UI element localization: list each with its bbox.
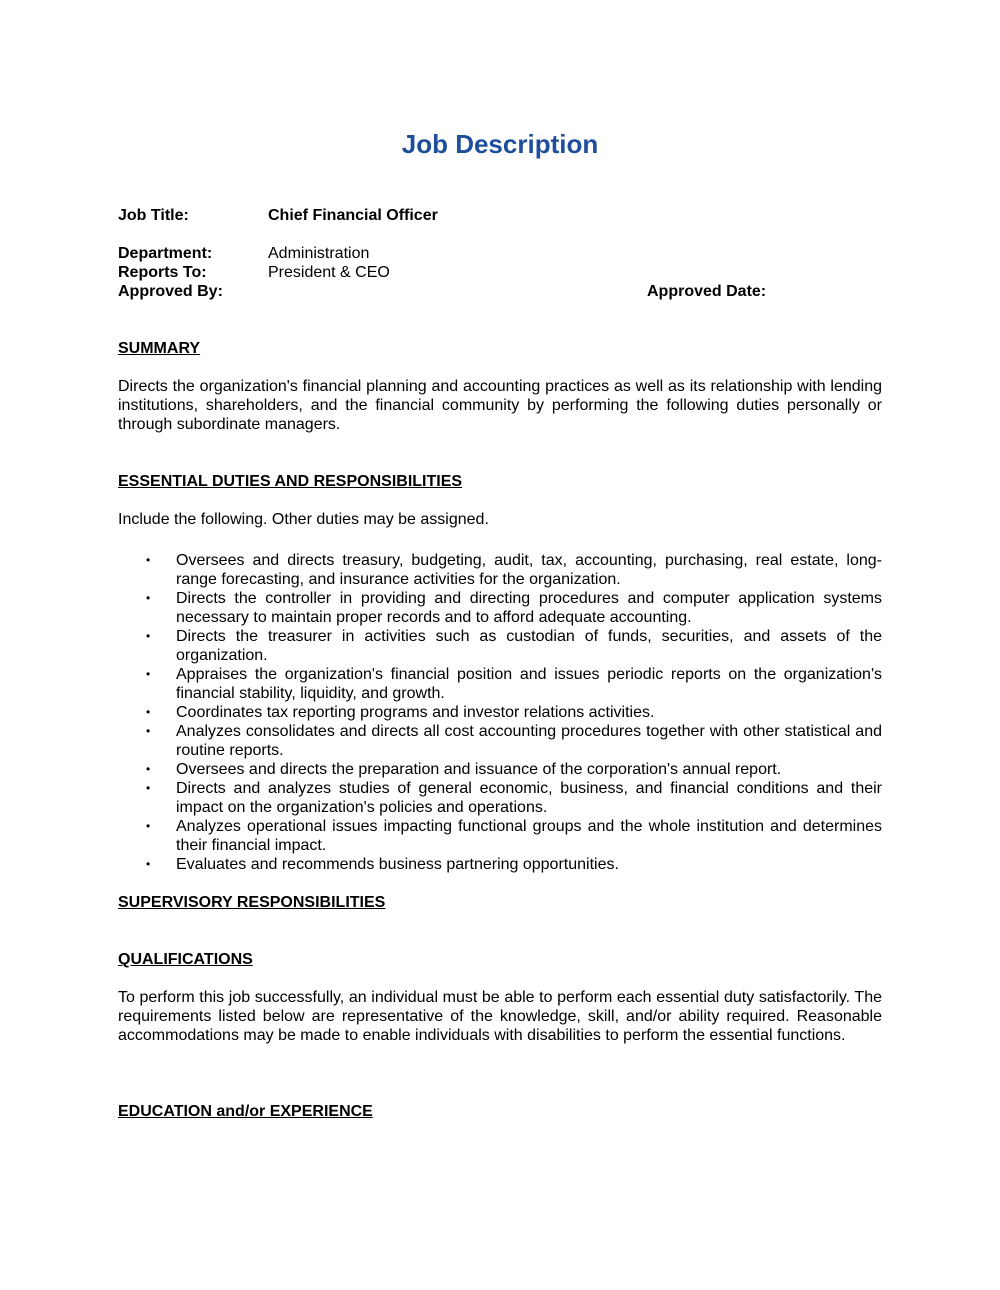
duty-text: Oversees and directs treasury, budgeting, audit, tax, accounting, purchasing, real estate, long-range forecasting, and insurance activities for the organization. <box>176 552 882 588</box>
duty-item <box>118 760 882 779</box>
duty-text: Appraises the organization's financial position and issues periodic reports on the organization's financial stability, liquidity, and growth. <box>176 666 882 702</box>
duty-item <box>118 589 882 627</box>
bullet-icon: • <box>146 724 151 738</box>
job-title-label: Job Title: <box>118 207 189 224</box>
job-title-value: Chief Financial Officer <box>268 207 438 224</box>
duty-text: Coordinates tax reporting programs and investor relations activities. <box>176 704 655 721</box>
duty-item <box>118 817 882 855</box>
duty-text: Directs and analyzes studies of general economic, business, and financial conditions and their impact on the organization's policies and operations. <box>176 780 882 816</box>
duty-item <box>118 855 882 874</box>
bullet-icon: • <box>146 667 151 681</box>
reports-to-value: President & CEO <box>268 264 390 281</box>
qualifications-text: To perform this job successfully, an individual must be able to perform each essential duty satisfactorily. The requirements listed below are representative of the knowledge, skill, and/or ability required. Reasonable accommodations may be made to enable individuals with disabilities to perform the essential functions. <box>118 989 882 1044</box>
bullet-icon: • <box>146 857 151 871</box>
approved-date-label: Approved Date: <box>647 283 767 300</box>
bullet-icon: • <box>146 819 151 833</box>
supervisory-heading: SUPERVISORY RESPONSIBILITIES <box>118 894 386 911</box>
page-title: Job Description <box>401 129 599 159</box>
duty-text: Oversees and directs the preparation and issuance of the corporation's annual report. <box>176 761 782 778</box>
approved-by-label: Approved By: <box>118 283 223 300</box>
bullet-icon: • <box>146 762 151 776</box>
department-label: Department: <box>118 245 213 262</box>
duty-item <box>118 722 882 760</box>
bullet-icon: • <box>146 591 151 605</box>
education-heading: EDUCATION and/or EXPERIENCE <box>118 1103 373 1120</box>
duty-item <box>118 551 882 589</box>
duty-item <box>118 703 882 722</box>
duty-item <box>118 779 882 817</box>
qualifications-heading: QUALIFICATIONS <box>118 951 253 968</box>
duties-intro: Include the following. Other duties may be assigned. <box>118 511 489 528</box>
summary-text: Directs the organization's financial planning and accounting practices as well as its relationship with lending institutions, shareholders, and the financial community by performing the following duties personally or through subordinate managers. <box>118 378 882 433</box>
duty-text: Directs the treasurer in activities such as custodian of funds, securities, and assets of the organization. <box>176 628 882 664</box>
duty-text: Evaluates and recommends business partnering opportunities. <box>176 856 619 873</box>
bullet-icon: • <box>146 553 151 567</box>
duty-item <box>118 627 882 665</box>
bullet-icon: • <box>146 705 151 719</box>
duty-text: Analyzes operational issues impacting functional groups and the whole institution and determines their financial impact. <box>176 818 882 854</box>
department-value: Administration <box>268 245 370 262</box>
duties-heading: ESSENTIAL DUTIES AND RESPONSIBILITIES <box>118 473 463 490</box>
duty-item <box>118 665 882 703</box>
duty-text: Analyzes consolidates and directs all cost accounting procedures together with other statistical and routine reports. <box>176 723 882 759</box>
duty-text: Directs the controller in providing and directing procedures and computer application systems necessary to maintain proper records and to afford adequate accounting. <box>176 590 882 626</box>
reports-to-label: Reports To: <box>118 264 207 281</box>
summary-heading: SUMMARY <box>118 340 201 357</box>
bullet-icon: • <box>146 629 151 643</box>
duties-list <box>118 551 882 874</box>
bullet-icon: • <box>146 781 151 795</box>
